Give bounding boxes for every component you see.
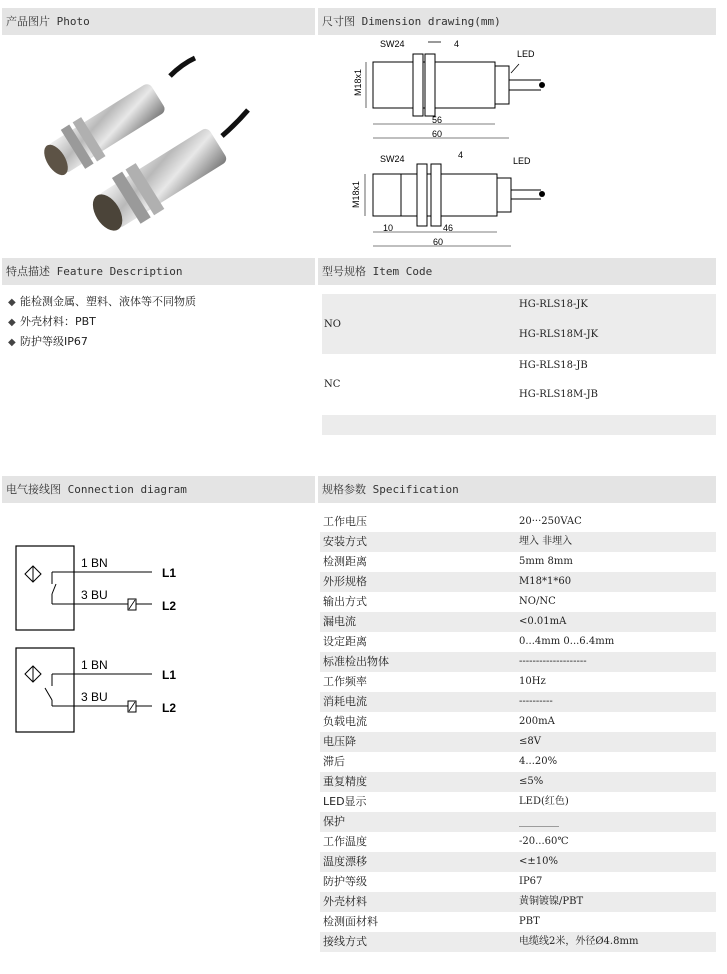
spec-key: 检测面材料 xyxy=(323,915,378,928)
spec-value: <±10% xyxy=(519,856,558,867)
item-code-nc-label: NC xyxy=(324,379,341,390)
spec-key: 电压降 xyxy=(323,735,356,748)
spec-row xyxy=(320,612,716,632)
spec-key: 检测距离 xyxy=(323,555,367,568)
item-code-no-2: HG-RLS18M-JK xyxy=(519,329,599,340)
top-dim-60: 60 xyxy=(432,129,443,139)
spec-row xyxy=(320,812,716,832)
led-label-bottom: LED xyxy=(513,156,531,166)
spec-value: 埋入 非埋入 xyxy=(519,536,573,547)
spec-key: 接线方式 xyxy=(323,935,367,948)
spec-key: 消耗电流 xyxy=(323,695,367,708)
spec-value: -20...60℃ xyxy=(519,836,569,847)
feature-item-1: ◆ 能检测金属、塑料、液体等不同物质 xyxy=(8,295,196,308)
spec-row xyxy=(320,592,716,612)
spec-value: 20···250VAC xyxy=(519,516,582,527)
spec-value: LED(红色) xyxy=(519,796,569,807)
connection-header: 电气接线图 Connection diagram xyxy=(2,476,315,503)
spec-value: 电缆线2米，外径Ø4.8mm xyxy=(519,936,639,947)
spec-key: 工作温度 xyxy=(323,835,367,848)
l2-bottom: L2 xyxy=(162,701,177,715)
item-code-no-label: NO xyxy=(324,319,341,330)
dimension-header: 尺寸图 Dimension drawing(mm) xyxy=(318,8,716,35)
nut-label: 4 xyxy=(454,39,460,49)
spec-row xyxy=(320,512,716,532)
diamond-icon: ◆ xyxy=(8,337,16,348)
spec-key: 设定距离 xyxy=(323,635,367,648)
item-code-nc-2: HG-RLS18M-JB xyxy=(519,389,598,400)
spec-value: 黄铜镀镍/PBT xyxy=(519,896,584,907)
spec-row xyxy=(320,672,716,692)
feature-item-2: ◆ 外壳材料：PBT xyxy=(8,315,96,328)
nut-label-bottom: 4 xyxy=(458,150,464,160)
item-code-no-1: HG-RLS18-JK xyxy=(519,299,588,310)
l1-bottom: L1 xyxy=(162,668,177,682)
spec-row xyxy=(320,532,716,552)
spec-row xyxy=(320,692,716,712)
spec-key: 外壳材料 xyxy=(323,895,367,908)
spec-key: 外形规格 xyxy=(323,575,367,588)
spec-value: M18*1*60 xyxy=(519,576,572,587)
bot-dim-60: 60 xyxy=(433,237,444,247)
top-dim-56: 56 xyxy=(432,115,443,125)
photo-header: 产品图片 Photo xyxy=(2,8,315,35)
spec-row xyxy=(320,832,716,852)
spec-key: LED显示 xyxy=(323,795,367,808)
wire-3bu-top: 3 BU xyxy=(81,588,108,602)
spec-row xyxy=(320,772,716,792)
spec-value: 0...4mm 0...6.4mm xyxy=(519,636,615,647)
spec-key: 安装方式 xyxy=(323,535,367,548)
spec-key: 负载电流 xyxy=(323,715,367,728)
spec-key: 保护 xyxy=(323,815,345,828)
spec-key: 标准检出物体 xyxy=(323,655,389,668)
wire-3bu-bottom: 3 BU xyxy=(81,690,108,704)
spec-row xyxy=(320,652,716,672)
spec-row xyxy=(320,632,716,652)
spec-row xyxy=(320,932,716,952)
diamond-icon: ◆ xyxy=(8,317,16,328)
thread-label-top: M18x1 xyxy=(353,68,363,96)
spec-key: 重复精度 xyxy=(323,775,367,788)
spec-row xyxy=(320,732,716,752)
feature-item-3: ◆ 防护等级IP67 xyxy=(8,335,88,348)
spec-value: NO/NC xyxy=(519,596,556,607)
spec-row xyxy=(320,572,716,592)
sw-label: SW24 xyxy=(380,39,405,49)
spec-key: 滞后 xyxy=(323,755,345,768)
spec-value: ≤5% xyxy=(519,776,544,787)
spec-key: 漏电流 xyxy=(323,615,356,628)
spec-value: 4...20% xyxy=(519,756,558,767)
spec-value: ________ xyxy=(519,816,559,827)
l1-top: L1 xyxy=(162,566,177,580)
feature-header: 特点描述 Feature Description xyxy=(2,258,315,285)
bot-dim-10: 10 xyxy=(383,223,394,233)
wire-1bn-bottom: 1 BN xyxy=(81,658,108,672)
product-photo xyxy=(10,46,250,240)
spec-row xyxy=(320,872,716,892)
spec-value: IP67 xyxy=(519,876,543,887)
spec-value: 200mA xyxy=(519,716,555,727)
dimension-drawing xyxy=(345,36,560,256)
thread-label-bottom: M18x1 xyxy=(351,180,361,208)
diamond-icon: ◆ xyxy=(8,297,16,308)
item-code-nc-1: HG-RLS18-JB xyxy=(519,360,588,371)
specification-header: 规格参数 Specification xyxy=(318,476,716,503)
spec-row xyxy=(320,752,716,772)
spec-key: 工作频率 xyxy=(323,675,367,688)
spec-row xyxy=(320,912,716,932)
spec-key: 防护等级 xyxy=(323,875,367,888)
spec-row xyxy=(320,712,716,732)
wire-1bn-top: 1 BN xyxy=(81,556,108,570)
spec-value: -------------------- xyxy=(519,656,587,667)
spec-key: 温度漂移 xyxy=(323,855,367,868)
spec-key: 工作电压 xyxy=(323,515,367,528)
spec-value: ≤8V xyxy=(519,736,541,747)
sw-label-bottom: SW24 xyxy=(380,154,405,164)
spec-row xyxy=(320,792,716,812)
spec-row xyxy=(320,552,716,572)
bot-dim-46: 46 xyxy=(443,223,454,233)
l2-top: L2 xyxy=(162,599,177,613)
spec-value: 5mm 8mm xyxy=(519,556,573,567)
item-code-footer-bar xyxy=(322,415,716,435)
spec-value: ---------- xyxy=(519,696,553,707)
led-label: LED xyxy=(517,49,535,59)
item-code-header: 型号规格 Item Code xyxy=(318,258,716,285)
spec-value: <0.01mA xyxy=(519,616,567,627)
spec-value: 10Hz xyxy=(519,676,546,687)
spec-value: PBT xyxy=(519,916,540,927)
connection-diagram xyxy=(12,544,192,736)
spec-row xyxy=(320,852,716,872)
spec-key: 输出方式 xyxy=(323,595,367,608)
spec-row xyxy=(320,892,716,912)
